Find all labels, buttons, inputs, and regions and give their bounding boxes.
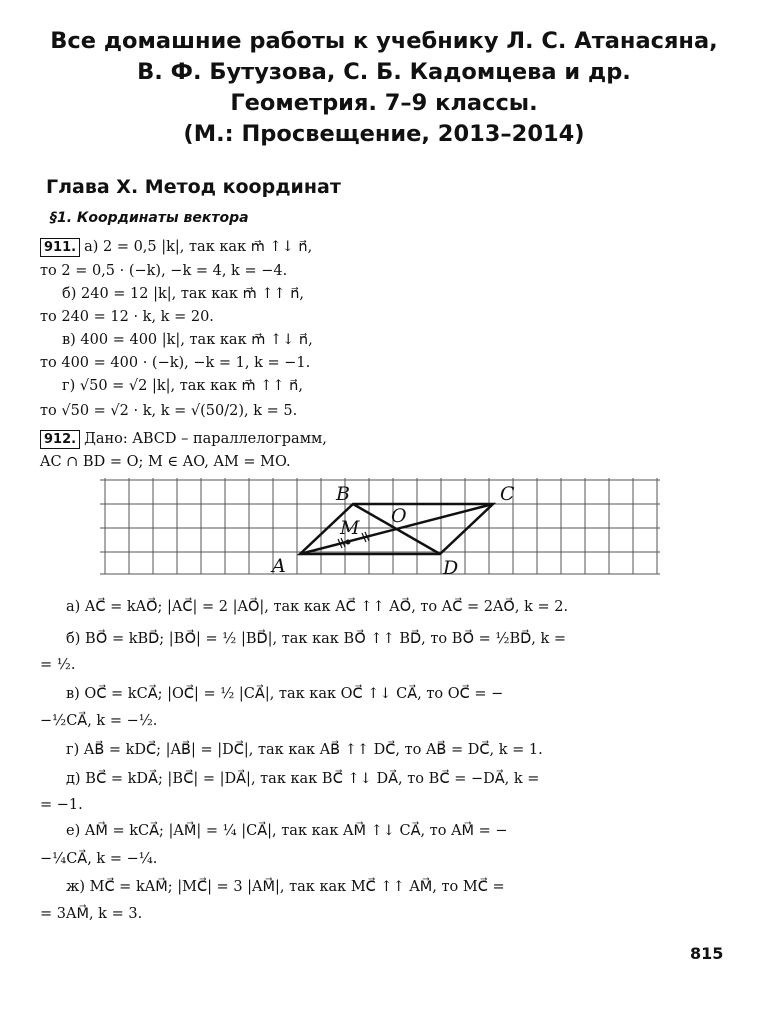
title-line-4: (М.: Просвещение, 2013–2014) [183, 121, 585, 147]
problem-911-line-5: в) 400 = 400 |k|, так как m⃗ ↑↓ n⃗, [62, 332, 313, 348]
problem-912-line-e: е) AM⃗ = kCA⃗; |AM⃗| = ¼ |CA⃗|, так как AM⃗ ↑↓ CA⃗, то AM⃗ = − [66, 823, 508, 839]
page-number: 815 [690, 944, 724, 963]
label-b: B [336, 483, 350, 505]
problem-911-line-7: г) √50 = √2 |k|, так как m⃗ ↑↑ n⃗, [62, 378, 303, 394]
problem-911-line-3: б) 240 = 12 |k|, так как m⃗ ↑↑ n⃗, [62, 286, 305, 302]
problem-912-line-d: д) BC⃗ = kDA⃗; |BC⃗| = |DA⃗|, так как BC⃗ ↑↓ DA⃗, то BC⃗ = −DA⃗, k = [66, 771, 540, 787]
page-title [0, 26, 768, 150]
problem-912-line-e-cont: −¼CA⃗, k = −¼. [40, 851, 158, 867]
title-line-3: Геометрия. 7–9 классы. [230, 90, 538, 116]
problem-912-line-a: а) AC⃗ = kAO⃗; |AC⃗| = 2 |AO⃗|, так как AC⃗ ↑↑ AO⃗, то AC⃗ = 2AO⃗, k = 2. [66, 599, 569, 615]
label-c: C [500, 483, 515, 505]
problem-911-line-2: то 2 = 0,5 · (−k), −k = 4, k = −4. [40, 263, 288, 279]
problem-912-line-b: б) BO⃗ = kBD⃗; |BO⃗| = ½ |BD⃗|, так как BO⃗ ↑↑ BD⃗, то BO⃗ = ½BD⃗, k = [66, 631, 567, 647]
problem-912-line-zh-cont: = 3AM⃗, k = 3. [40, 906, 143, 922]
parallelogram-grid-diagram [100, 478, 665, 576]
problem-911-line-4: то 240 = 12 · k, k = 20. [40, 309, 214, 325]
problem-912-line-b-cont: = ½. [40, 657, 76, 673]
problem-912-line-v: в) OC⃗ = kCA⃗; |OC⃗| = ½ |CA⃗|, так как OC⃗ ↑↓ CA⃗, то OC⃗ = − [66, 686, 504, 702]
problem-911-line-8: то √50 = √2 · k, k = √(50/2), k = 5. [40, 403, 298, 419]
title-line-2: В. Ф. Бутузова, С. Б. Кадомцева и др. [137, 59, 631, 85]
label-m: M [340, 517, 360, 539]
problem-912-line-1: 912. Дано: ABCD – параллелограмм, [40, 430, 327, 449]
label-a: A [272, 555, 286, 576]
grid-lines [100, 478, 660, 574]
problem-number-911: 911. [40, 238, 80, 257]
problem-912-line-g: г) AB⃗ = kDC⃗; |AB⃗| = |DC⃗|, так как AB⃗ ↑↑ DC⃗, то AB⃗ = DC⃗, k = 1. [66, 742, 543, 758]
problem-911-line-1: 911. а) 2 = 0,5 |k|, так как m⃗ ↑↓ n⃗, [40, 238, 312, 257]
point-m-dot [346, 540, 351, 545]
problem-912-line-2: AC ∩ BD = O; M ∈ AO, AM = MO. [40, 454, 291, 470]
problem-912-line-d-cont: = −1. [40, 797, 83, 813]
problem-912-line-zh: ж) MC⃗ = kAM⃗; |MC⃗| = 3 |AM⃗|, так как MC⃗ ↑↑ AM⃗, то MC⃗ = [66, 879, 505, 895]
label-d: D [443, 557, 459, 576]
problem-912-line-v-cont: −½CA⃗, k = −½. [40, 713, 158, 729]
section-heading: §1. Координаты вектора [50, 210, 249, 226]
label-o: O [391, 505, 407, 527]
problem-number-912: 912. [40, 430, 80, 449]
problem-911-line-6: то 400 = 400 · (−k), −k = 1, k = −1. [40, 355, 311, 371]
title-line-1: Все домашние работы к учебнику Л. С. Атанасяна, [50, 28, 718, 54]
chapter-heading: Глава X. Метод координат [46, 176, 341, 198]
